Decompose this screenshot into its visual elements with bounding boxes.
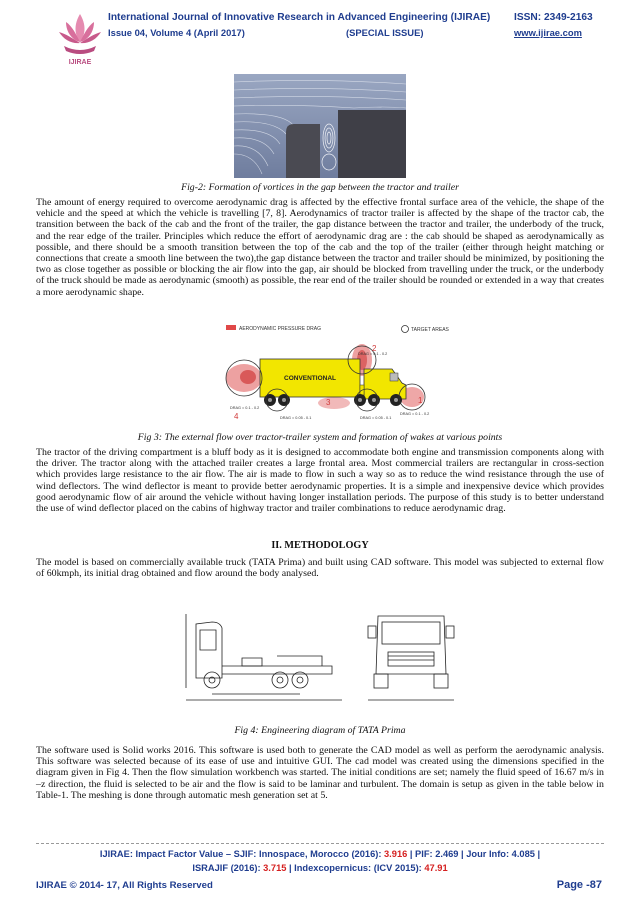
journal-title-row xyxy=(108,12,628,23)
legend-target-label: TARGET AREAS xyxy=(411,327,449,333)
issue-row xyxy=(108,27,628,38)
footer-impact-line2 xyxy=(36,863,604,873)
drag-top-label: DRAG = 0.1 - 0.2 xyxy=(358,352,388,356)
footer-text-1c: | PIF: 2.469 | Jour Info: 4.085 | xyxy=(407,849,541,859)
issn: ISSN: 2349-2163 xyxy=(514,12,593,23)
logo-text: IJIRAE xyxy=(68,59,92,66)
footer-text-2a: ISRAJIF (2016): xyxy=(192,863,264,873)
website-link[interactable]: www.ijirae.com xyxy=(514,27,582,38)
fig3-caption: Fig 3: The external flow over tractor-trailer system and formation of wakes at various points xyxy=(137,432,503,443)
point-2-label: 2 xyxy=(372,344,377,353)
paragraph-aero-drag: The amount of energy required to overcome aerodynamic drag is affected by the effective frontal surface area of the vehicle, the shape of the vehicle and the speed at which the vehicle is travelling [7, 8]. Aerodynamics of tractor trailer is affected by the shape of the tractor cab, the transition between the back of the cab and the front of the trailer, the gap distance between the tractor and trailer, the underbody of the truck, and the rear edge of the trailer. Principles which reduce the effort of aerodynamic drag are : the cab should be shaped as aerodynamically as possible, and there should be a smooth transition between the top of the cab and the top of the trailer (either through height matching or connections that create a smooth line between the two),the gap distance between the tractor and trailer should be minimized, by positioning the two as close together as possible or blocking the air flow into the gap, air should be blocked from travelling under the truck, or the underbody of the truck should be made as aerodynamic (smooth) as possible, the rear end of the trailer should be rounded or extended in a way that creates a more aerodynamic shape. xyxy=(36,197,604,298)
point-4-label: 4 xyxy=(234,412,239,421)
journal-logo xyxy=(56,8,104,68)
legend-pressure-label: AERODYNAMIC PRESSURE DRAG xyxy=(239,326,321,332)
legend-pressure-swatch xyxy=(226,325,236,330)
special-issue: (SPECIAL ISSUE) xyxy=(346,27,424,38)
issue-info: Issue 04, Volume 4 (April 2017) xyxy=(108,27,245,38)
conventional-label: CONVENTIONAL xyxy=(284,375,336,382)
fig2-caption: Fig-2: Formation of vortices in the gap between the tractor and trailer xyxy=(181,182,459,193)
point-3-label: 3 xyxy=(326,398,331,407)
paragraph-software: The software used is Solid works 2016. This software is used both to generate the CAD model as well as perform the aerodynamic analysis. This software was selected because of its ease of use and intuitive GUI. The cad model was created using the dimensions specified in the diagram given in Fig 4. Then the flow simulation workbench was started. The initial conditions are set; namely the fluid speed of 16.67 m/s in –z direction, the fluid is selected to be air and the flow is said to be laminar and turbulent. The domain is setup as given in the table below in Table-1. The meshing is done through automatic mesh generation set at 5. xyxy=(36,745,604,801)
drag-front-label: DRAG = 0.1 - 0.2 xyxy=(400,412,430,416)
fig3-drag-diagram xyxy=(222,323,449,427)
footer-copyright: IJIRAE © 2014- 17, All Rights Reserved xyxy=(36,880,213,891)
lotus-icon xyxy=(59,14,101,54)
point-1-label: 1 xyxy=(418,396,423,405)
drag-tire-label: DRAG = 0.05 - 0.1 xyxy=(360,416,392,420)
footer-icv-value: 47.91 xyxy=(424,863,448,873)
section-heading-methodology: II. METHODOLOGY xyxy=(271,540,369,551)
fig2-vortex-image xyxy=(234,74,406,178)
fig4-caption: Fig 4: Engineering diagram of TATA Prima xyxy=(234,725,406,736)
paragraph-wind-deflector: The tractor of the driving compartment is a bluff body as it is designed to accommodate both engine and transmission components along with the driver. The tractor along with the attached trailer creates a large frontal area. Most commercial trailers are rectangular in cross-section which provides large resistance to the air flow. The air is made to flow in such a way so as to reduce the wind resistance through the use of wind deflectors. The wind deflector is meant to provide better aerodynamic properties. It is a simple and inexpensive device which provides good aerodynamic flow of air around the vehicle without having longer installation periods. The purpose of this study is to better understand the use of wind deflector placed on the cabins of highway tractor and trailer combinations to reduce aerodynamic drag. xyxy=(36,447,604,515)
footer-text-1a: IJIRAE: Impact Factor Value – SJIF: Innospace, Morocco (2016): xyxy=(99,849,385,859)
drag-mid-label: DRAG = 0.05 - 0.1 xyxy=(280,416,312,420)
drag-rear-label: DRAG = 0.1 - 0.2 xyxy=(230,406,260,410)
paragraph-model: The model is based on commercially available truck (TATA Prima) and built using CAD software. This model was subjected to external flow of 60kmph, its initial drag obtained and flow around the body analysed. xyxy=(36,557,604,580)
footer-impact-line1 xyxy=(36,849,604,859)
footer-israjif-value: 3.715 xyxy=(263,863,287,873)
journal-title: International Journal of Innovative Research in Advanced Engineering (IJIRAE) xyxy=(108,12,491,23)
footer-text-2c: | Indexcopernicus: (ICV 2015): xyxy=(286,863,425,873)
page-number: Page -87 xyxy=(556,879,602,891)
footer-sjif-value: 3.916 xyxy=(384,849,408,859)
footer-divider xyxy=(36,843,604,844)
fig4-engineering-drawing xyxy=(182,604,458,712)
